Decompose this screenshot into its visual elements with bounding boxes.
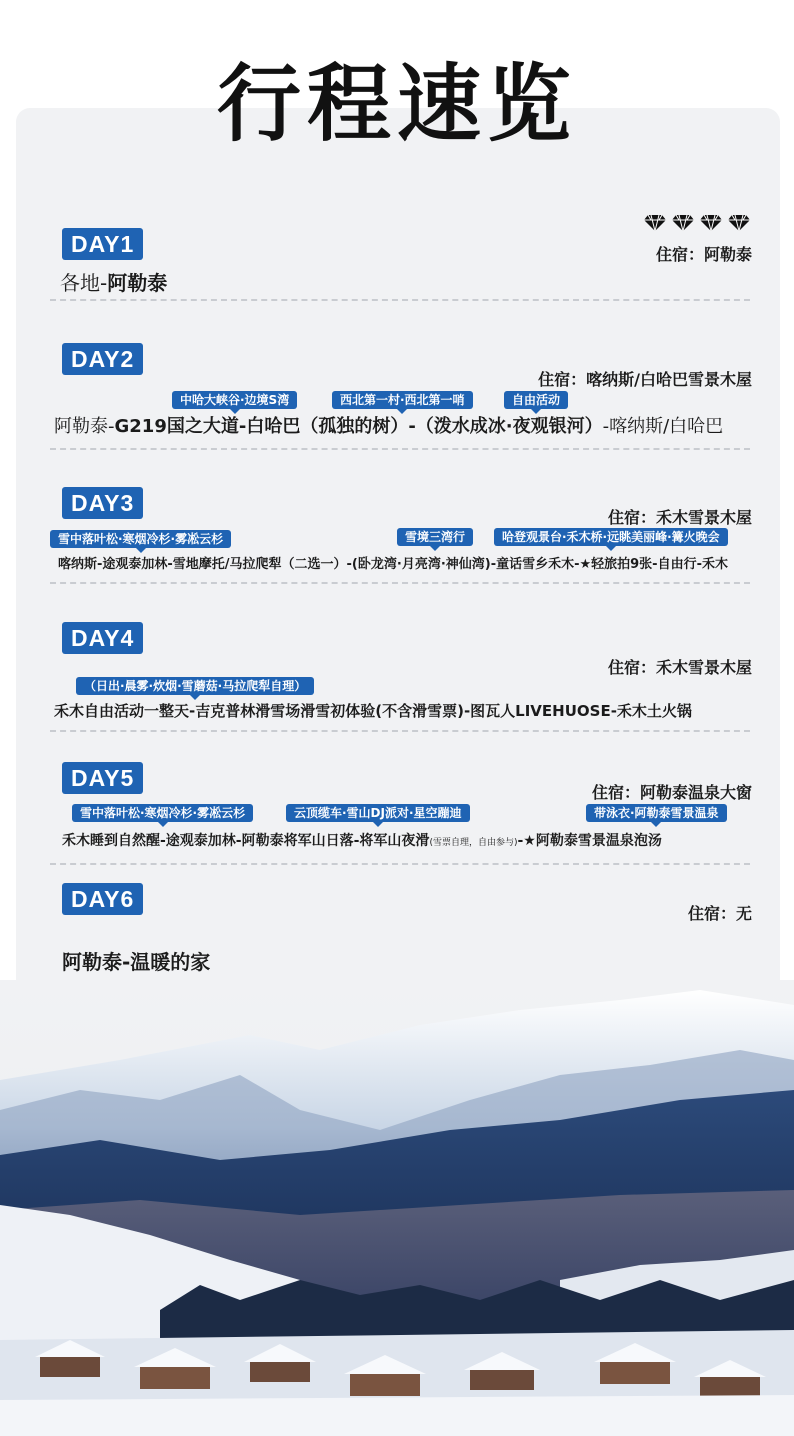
stay-day6: 住宿：无 bbox=[687, 904, 752, 923]
divider bbox=[50, 448, 750, 450]
route-day1 bbox=[60, 267, 167, 296]
stay-day3: 住宿：禾木雪景木屋 bbox=[607, 508, 752, 527]
route-part: -★阿勒泰雪景温泉泡汤 bbox=[517, 833, 662, 849]
divider bbox=[50, 582, 750, 584]
stay-day5: 住宿：阿勒泰温泉大窗 bbox=[591, 783, 752, 802]
diamond-icon bbox=[728, 214, 750, 232]
tag: 雪中落叶松·寒烟冷杉·雾凇云杉 bbox=[72, 804, 253, 822]
rating-diamonds bbox=[644, 214, 750, 232]
diamond-icon bbox=[672, 214, 694, 232]
day-badge-5: DAY5 bbox=[62, 762, 143, 794]
route-day3: 喀纳斯-途观泰加林-雪地摩托/马拉爬犁（二选一）-(卧龙湾·月亮湾·神仙湾)-童话雪乡禾木-★轻旅拍9张-自由行-禾木 bbox=[58, 557, 728, 572]
tag: 云顶缆车·雪山DJ派对·星空蹦迪 bbox=[286, 804, 470, 822]
day-badge-2: DAY2 bbox=[62, 343, 143, 375]
route-part: 禾木睡到自然醒-途观泰加林-阿勒泰将军山日落-将军山夜滑 bbox=[62, 833, 430, 849]
stay-day1: 住宿：阿勒泰 bbox=[655, 245, 752, 264]
route-day5 bbox=[62, 830, 662, 850]
tag: 雪境三湾行 bbox=[397, 528, 473, 546]
tag: 哈登观景台·禾木桥·远眺美丽峰·篝火晚会 bbox=[494, 528, 728, 546]
route-day4: 禾木自由活动一整天-吉克普林滑雪场滑雪初体验(不含滑雪票)-图瓦人LIVEHUOSE-禾木土火锅 bbox=[54, 702, 692, 720]
page-title: 行程速览 bbox=[216, 55, 577, 153]
route-note: (雪票自理，自由参与) bbox=[429, 838, 518, 848]
route-part: 阿勒泰- bbox=[54, 416, 115, 437]
tag: 中哈大峡谷·边境S湾 bbox=[172, 391, 297, 409]
tag: 西北第一村·西北第一哨 bbox=[332, 391, 473, 409]
route-origin: 各地- bbox=[60, 271, 108, 295]
day-badge-3: DAY3 bbox=[62, 487, 143, 519]
route-destination: 阿勒泰 bbox=[107, 271, 168, 295]
day-badge-1: DAY1 bbox=[62, 228, 143, 260]
stay-day2: 住宿：喀纳斯/白哈巴雪景木屋 bbox=[538, 370, 752, 389]
tag: 带泳衣·阿勒泰雪景温泉 bbox=[586, 804, 727, 822]
divider bbox=[50, 863, 750, 865]
day-badge-6: DAY6 bbox=[62, 883, 143, 915]
day-badge-4: DAY4 bbox=[62, 622, 143, 654]
tag: 自由活动 bbox=[504, 391, 568, 409]
tag: 雪中落叶松·寒烟冷杉·雾凇云杉 bbox=[50, 530, 231, 548]
diamond-icon bbox=[700, 214, 722, 232]
divider bbox=[50, 730, 750, 732]
stay-day4: 住宿：禾木雪景木屋 bbox=[607, 658, 752, 677]
snow-mountain-photo bbox=[0, 980, 794, 1436]
tag: （日出·晨雾·炊烟·雪蘑菇·马拉爬犁自理） bbox=[76, 677, 314, 695]
route-day6: 阿勒泰-温暖的家 bbox=[62, 950, 211, 974]
route-day2 bbox=[54, 412, 723, 438]
route-part: G219国之大道-白哈巴（孤独的树）-（泼水成冰·夜观银河） bbox=[114, 416, 603, 437]
route-part: -喀纳斯/白哈巴 bbox=[602, 416, 724, 437]
divider bbox=[50, 299, 750, 301]
diamond-icon bbox=[644, 214, 666, 232]
